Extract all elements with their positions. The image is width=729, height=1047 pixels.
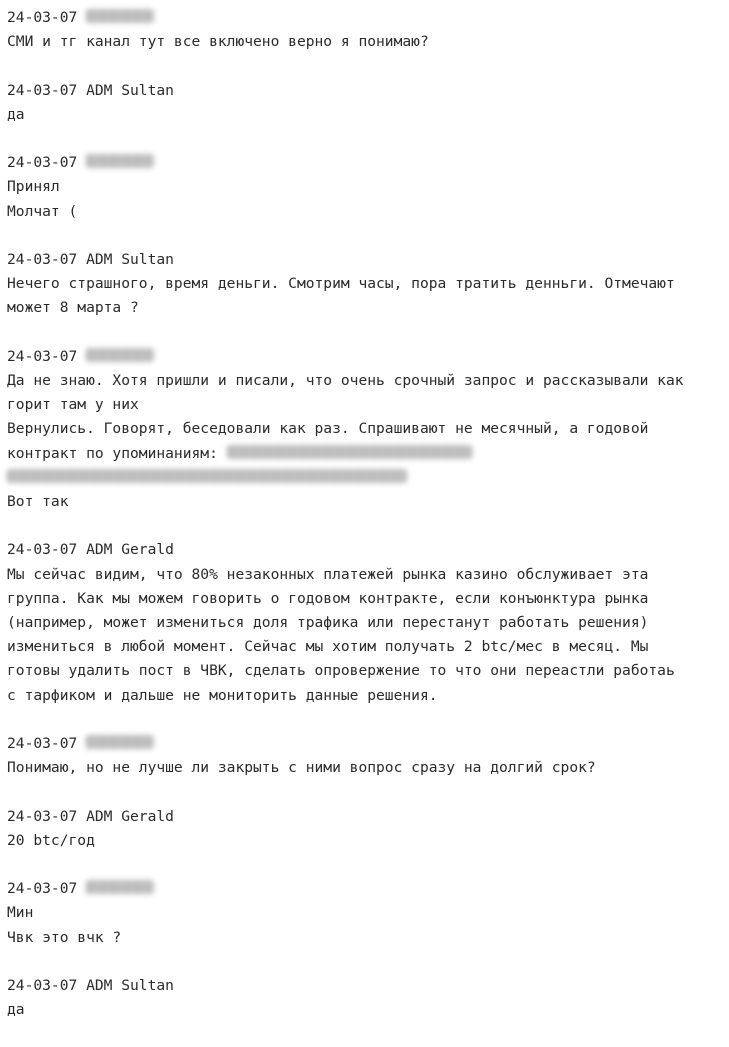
message-date: 24-03-07	[7, 347, 78, 365]
chat-message	[7, 538, 725, 707]
message-text: может 8 марта ?	[7, 299, 139, 317]
message-header	[7, 79, 725, 103]
message-date: 24-03-07	[7, 880, 78, 898]
message-header	[7, 877, 725, 901]
message-text: да	[7, 1001, 25, 1019]
message-text: горит там у них	[7, 396, 139, 414]
message-text-line	[7, 417, 725, 441]
message-text: Мин	[7, 904, 34, 922]
message-text-line	[7, 200, 725, 224]
message-date: 24-03-07	[7, 9, 78, 26]
message-text-line	[7, 829, 725, 853]
redacted-text	[227, 445, 472, 459]
message-text-line	[7, 103, 725, 127]
message-text-line	[7, 563, 725, 587]
message-date: 24-03-07	[7, 807, 78, 825]
message-text: Принял	[7, 178, 60, 196]
redacted-author-name	[86, 348, 154, 362]
message-text: Молчат (	[7, 202, 78, 220]
message-text: да	[7, 105, 25, 123]
message-date: 24-03-07	[7, 81, 78, 99]
message-header	[7, 345, 725, 369]
message-text: Мы сейчас видим, что 80% незаконных платежей рынка казино обслуживает эта	[7, 565, 649, 583]
redacted-text	[7, 469, 407, 483]
chat-message	[7, 345, 725, 514]
message-text-line	[7, 611, 725, 635]
message-author: ADM Gerald	[86, 541, 174, 559]
message-text-line	[7, 684, 725, 708]
message-header	[7, 805, 725, 829]
message-text: Понимаю, но не лучше ли закрыть с ними вопрос сразу на долгий срок?	[7, 759, 596, 777]
message-text-line	[7, 466, 725, 490]
message-text: Вернулись. Говорят, беседовали как раз. Спрашивают не месячный, а годовой	[7, 420, 649, 438]
message-author: ADM Sultan	[86, 976, 174, 994]
chat-message	[7, 79, 725, 127]
message-text-line	[7, 756, 725, 780]
message-text: измениться в любой момент. Сейчас мы хотим получать 2 btc/мес в месяц. Мы	[7, 638, 649, 656]
message-text-line	[7, 175, 725, 199]
message-header	[7, 151, 725, 175]
message-text-line	[7, 901, 725, 925]
message-text-line	[7, 659, 725, 683]
message-date: 24-03-07	[7, 976, 78, 994]
chat-message	[7, 151, 725, 224]
message-text-line	[7, 998, 725, 1022]
chat-message	[7, 6, 725, 54]
message-text-line	[7, 296, 725, 320]
message-text-line	[7, 587, 725, 611]
message-date: 24-03-07	[7, 250, 78, 268]
message-header	[7, 974, 725, 998]
message-text: группа. Как мы можем говорить о годовом контракте, если конъюнктура рынка	[7, 589, 649, 607]
message-text: СМИ и тг канал тут все включено верно я понимаю?	[7, 33, 429, 51]
message-text: контракт по упоминаниям:	[7, 444, 227, 462]
chat-message	[7, 248, 725, 321]
chat-message	[7, 877, 725, 950]
message-date: 24-03-07	[7, 735, 78, 752]
message-text: (например, может измениться доля трафика или перестанут работать решения)	[7, 614, 649, 631]
message-author: ADM Sultan	[86, 250, 174, 268]
message-text: Да не знаю. Хотя пришли и писали, что очень срочный запрос и рассказывали как	[7, 371, 684, 389]
message-text: 20 btc/год	[7, 831, 95, 849]
message-text: готовы удалить пост в ЧВК, сделать опровержение то что они переастли работаь	[7, 662, 675, 680]
message-text-line	[7, 635, 725, 659]
message-header	[7, 538, 725, 562]
redacted-author-name	[86, 154, 154, 168]
redacted-author-name	[86, 9, 154, 23]
redacted-author-name	[86, 735, 154, 749]
chat-message	[7, 974, 725, 1022]
chat-log	[7, 6, 725, 1047]
message-text-line	[7, 926, 725, 950]
message-author: ADM Sultan	[86, 81, 174, 99]
message-date: 24-03-07	[7, 154, 78, 172]
message-text-line	[7, 369, 725, 393]
message-text: Нечего страшного, время деньги. Смотрим часы, пора тратить денньги. Отмечают	[7, 275, 675, 293]
message-header	[7, 6, 725, 30]
message-text: Чвк это вчк ?	[7, 928, 122, 946]
message-text-line	[7, 272, 725, 296]
chat-message	[7, 732, 725, 780]
message-author: ADM Gerald	[86, 807, 174, 825]
message-text-line	[7, 490, 725, 514]
message-header	[7, 248, 725, 272]
message-text: Вот так	[7, 493, 69, 510]
message-text-line	[7, 442, 725, 466]
message-header	[7, 732, 725, 756]
message-text: с тарфиком и дальше не мониторить данные решения.	[7, 686, 438, 704]
message-text-line	[7, 393, 725, 417]
chat-message	[7, 805, 725, 853]
message-text-line	[7, 30, 725, 54]
message-date: 24-03-07	[7, 541, 78, 559]
redacted-author-name	[86, 880, 154, 894]
